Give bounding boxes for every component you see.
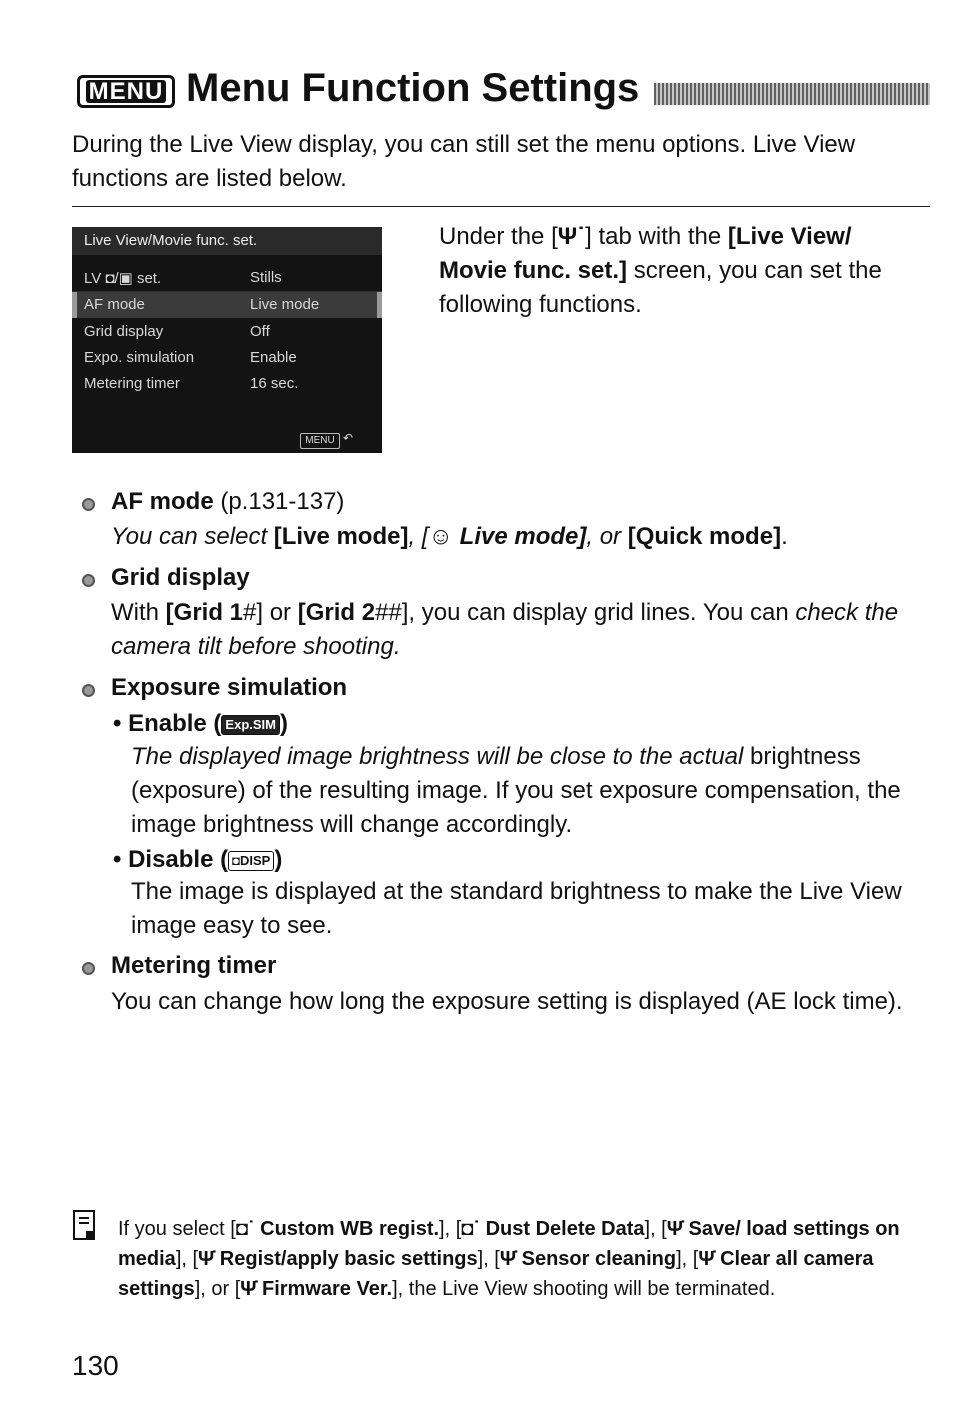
note-icon [73, 1210, 95, 1240]
grid-opt2: [Grid 2 [297, 599, 376, 626]
note-bold: Ψ̇ Firmware Ver. [240, 1278, 393, 1300]
expo-heading: Exposure simulation [111, 674, 348, 701]
grid2-icon: ## [375, 599, 402, 626]
af-text-a: You can select [111, 523, 274, 550]
note-part: ], [ [644, 1218, 667, 1240]
screen-header [72, 227, 382, 255]
note-part: If you select [ [118, 1218, 236, 1240]
screen-row [72, 345, 382, 371]
side-text-post: screen, you can set the following functions. [439, 257, 882, 318]
grid-heading: Grid display [111, 564, 250, 591]
enable-item [113, 710, 288, 738]
screen-row-value: 16 sec. [250, 375, 299, 392]
af-text-d: . [781, 523, 788, 550]
side-text-mid: ] tab with the [585, 223, 728, 250]
bullet-icon [82, 574, 95, 587]
enable-body-text: brightness (exposure) of the resulting image. If you set exposure compensation, the image brightness will change accordingly. [131, 743, 901, 838]
note-part: ], [ [477, 1248, 500, 1270]
screen-row-label: Grid display [84, 323, 164, 340]
screen-row [72, 265, 382, 291]
back-arrow-icon: ↶ [343, 431, 354, 445]
menu-button-icon: MENU [300, 433, 340, 449]
af-opt1: [Live mode] [273, 523, 409, 550]
menu-icon: MENU [77, 75, 175, 108]
side-description [439, 220, 919, 322]
af-text [111, 520, 926, 554]
af-opt2: Live mode] [453, 523, 587, 550]
screen-row-value: Off [250, 323, 270, 340]
note-part: ], [ [439, 1218, 462, 1240]
exp-sim-icon: Exp.SIM [221, 715, 280, 735]
screen-row [72, 371, 382, 397]
grid-text-d: check the camera tilt before shooting. [111, 599, 899, 660]
note-bold: Ψ̇ Save/ load settings on media [118, 1218, 900, 1270]
side-text-bold: [Live View/ Movie func. set.] [439, 223, 852, 284]
screen-row-label: Metering timer [84, 375, 180, 392]
note-part: ], or [ [194, 1278, 241, 1300]
note-bold: ◘˙ Custom WB regist. [235, 1218, 440, 1240]
bullet-icon [82, 684, 95, 697]
screen-title: Live View/Movie func. set. [84, 232, 258, 249]
page-title: Menu Function Settings [186, 66, 640, 110]
disable-text: The image is displayed at the standard brightness to make the Live View image easy to see. [131, 878, 902, 939]
note-part: ], the Live View shooting will be terminated. [392, 1278, 776, 1300]
screen-row [72, 319, 382, 345]
disable-label: • Disable ( [113, 846, 229, 873]
af-text-b: , [ [408, 523, 429, 550]
intro-text: During the Live View display, you can still set the menu options. Live View functions are listed below. [72, 131, 856, 192]
setup-tab-icon: Ψ˙ [557, 223, 586, 250]
screen-row-value: Stills [250, 269, 282, 286]
note-part: ], [ [175, 1248, 199, 1270]
divider [72, 206, 930, 207]
grid-text-c: ], you can display grid lines. You can [401, 599, 796, 626]
section-heading-af [111, 488, 344, 516]
grid1-icon: # [243, 599, 257, 626]
enable-text [131, 740, 921, 842]
screen-row-value: Enable [250, 349, 297, 366]
bullet-icon [82, 498, 95, 511]
screen-row-label: LV ◘/▣ set. [84, 270, 162, 287]
note-text [118, 1214, 918, 1304]
note-bold: Ψ̇ Sensor cleaning [499, 1248, 677, 1270]
note-bold: ◘˙ Dust Delete Data [461, 1218, 645, 1240]
screen-row-selected [72, 292, 382, 318]
screen-row-value: Live mode [250, 296, 320, 313]
disable-close: ) [274, 846, 283, 873]
enable-close: ) [280, 710, 288, 737]
grid-opt1: [Grid 1 [165, 599, 244, 626]
af-heading: AF mode [111, 488, 214, 515]
bullet-icon [82, 962, 95, 975]
grid-text-a: With [111, 599, 166, 626]
enable-label: • Enable ( [113, 710, 222, 737]
face-icon: ☺ [428, 523, 453, 550]
af-opt3: [Quick mode] [627, 523, 782, 550]
title-decor-bar [654, 83, 930, 105]
note-part: ], [ [676, 1248, 699, 1270]
note-bold: Ψ̇ Regist/apply basic settings [198, 1248, 478, 1270]
note-bold: Ψ̇ Clear all camera settings [118, 1248, 874, 1300]
camera-menu-screen [72, 227, 382, 453]
af-page-ref: (p.131-137) [220, 488, 345, 515]
grid-text-b: ] or [256, 599, 298, 626]
screen-row-label: Expo. simulation [84, 349, 195, 366]
screen-row-label: AF mode [84, 296, 145, 313]
af-text-c: , or [586, 523, 628, 550]
grid-text [111, 596, 926, 664]
meter-text: You can change how long the exposure setting is displayed (AE lock time). [111, 988, 903, 1015]
enable-italic-text: The displayed image brightness will be close to the actual [131, 743, 744, 770]
disable-item [113, 846, 282, 874]
meter-heading: Metering timer [111, 952, 277, 979]
page-number: 130 [72, 1350, 119, 1381]
disp-icon: ◘DISP [228, 851, 274, 871]
side-text-pre: Under the [ [439, 223, 558, 250]
